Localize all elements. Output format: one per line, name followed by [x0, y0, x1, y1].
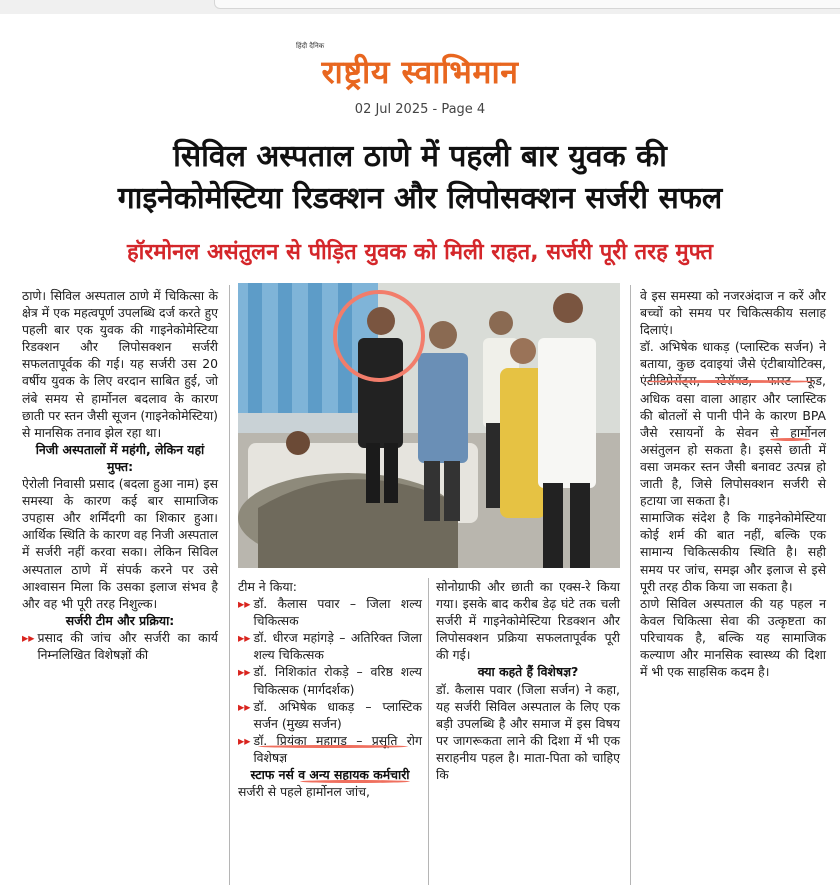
list-item: ▸▸ प्रसाद की जांच और सर्जरी का कार्य निम्नलिखित विशेषज्ञों की	[22, 629, 218, 662]
bullet-arrow-icon: ▸▸	[238, 596, 251, 612]
pre-surgery-paragraph: सर्जरी से पहले हार्मोनल जांच,	[238, 784, 370, 800]
section-heading-experts: क्या कहते हैं विशेषज्ञ?	[477, 664, 579, 680]
article-subheadline: हॉरमोनल असंतुलन से पीड़ित युवक को मिली राहत, सर्जरी पूरी तरह मुफ्त	[126, 240, 714, 265]
surgeon-quote-paragraph: डॉ. अभिषेक धाकड़ (प्लास्टिक सर्जन) ने बताया, कुछ दवाइयां जैसे एंटीबायोटिक्स, एंटीडिप्रेसेंट्स, स्टेरॉयड, फास्ट फूड, अधिक वसा वाला आहार और प्लास्टिक की बोतलों से पानी पीने के कारण BPA जैसे रसायनों के सेवन से हार्मोनल असंतुलन हो सकता है। इससे छाती में वसा जमकर स्तन जैसी बनावट उत्पन्न हो जाती है, जिसे लिपोसक्शन सर्जरी से हटाया जा सकता है।	[640, 339, 826, 509]
bullet-arrow-icon: ▸▸	[238, 630, 251, 646]
newspaper-masthead: राष्ट्रीय स्वाभिमान	[321, 53, 519, 91]
closing-paragraph: ठाणे सिविल अस्पताल की यह पहल न केवल चिकित्सा सेवा की उत्कृष्टता का परिचायक है, बल्कि यह सामाजिक कल्याण और मानसिक स्वास्थ्य की दिशा में भी एक साहसिक कदम है।	[640, 595, 826, 680]
masthead-tagline: हिंदी दैनिक	[296, 42, 325, 50]
highlight-circle	[333, 290, 425, 382]
article-column-4	[640, 287, 826, 680]
bullet-arrow-icon: ▸▸	[238, 732, 251, 748]
highlight-underline	[770, 438, 810, 441]
parents-advice-paragraph: वे इस समस्या को नजरअंदाज न करें और बच्चों को समय पर चिकित्सकीय सलाह दिलाएं।	[640, 288, 826, 338]
patient-background-paragraph: ऐरोली निवासी प्रसाद (बदला हुआ नाम) इस समस्या के कारण कई बार सामाजिक उपहास और शर्मिंदगी का शिकार हुआ। आर्थिक स्थिति के कारण वह निजी अस्पताल में सर्जरी नहीं करवा सका। लेकिन सिविल अस्पताल ठाणे में संपर्क करने पर उसे आश्वासन मिला कि उसका इलाज संभव है और वह भी पूरी तरह निशुल्क।	[22, 476, 218, 611]
article-column-3	[436, 578, 620, 783]
procedure-paragraph: सोनोग्राफी और छाती का एक्स-रे किया गया। इसके बाद करीब डेढ़ घंटे तक चली सर्जरी में गाइनेकोमेस्टिया रिडक्शन और लिपोसक्शन प्रक्रिया सफलतापूर्वक पूरी की गई।	[436, 579, 620, 663]
list-item: ▸▸ डॉ. प्रियंका महागड़ – प्रसूति रोग विशेषज्ञ	[238, 732, 422, 765]
bullet-arrow-icon: ▸▸	[22, 629, 35, 645]
column-divider	[428, 578, 429, 885]
article-column-1	[22, 287, 218, 663]
bullet-arrow-icon: ▸▸	[238, 664, 251, 680]
column-divider	[630, 285, 631, 885]
browser-tab-edge	[214, 0, 840, 9]
expert-quote-paragraph: डॉ. कैलास पवार (जिला सर्जन) ने कहा, यह सर्जरी सिविल अस्पताल के लिए एक बड़ी उपलब्धि है और समाज में इस विषय पर जागरूकता लाने की दिशा में भी एक सराहनीय पहल है। माता-पिता को चाहिए कि	[436, 681, 620, 783]
article-column-2	[238, 578, 422, 800]
headline-line-1: सिविल अस्पताल ठाणे में पहली बार युवक की	[173, 139, 667, 174]
dateline: 02 Jul 2025 - Page 4	[354, 102, 486, 117]
section-heading-staff: स्टाफ नर्स व अन्य सहायक कर्मचारी	[250, 767, 410, 783]
highlight-underline	[258, 745, 408, 748]
browser-top-strip	[0, 0, 840, 14]
list-item: ▸▸ डॉ. अभिषेक धाकड़ – प्लास्टिक सर्जन (मुख्य सर्जन)	[238, 698, 422, 731]
section-heading-surgery-team: सर्जरी टीम और प्रक्रिया:	[65, 612, 175, 628]
section-heading-private-hospitals: निजी अस्पतालों में महंगी, लेकिन यहां मुफ्त:	[35, 441, 205, 474]
article-headline	[20, 136, 820, 220]
list-item: ▸▸ डॉ. धीरज महांगड़े – अतिरिक्त जिला शल्य चिकित्सक	[238, 630, 422, 663]
list-item: ▸▸ डॉ. निशिकांत रोकड़े – वरिष्ठ शल्य चिकित्सक (मार्गदर्शक)	[238, 664, 422, 697]
highlight-underline	[300, 780, 410, 783]
headline-line-2: गाइनेकोमेस्टिया रिडक्शन और लिपोसक्शन सर्जरी सफल	[117, 181, 723, 216]
social-message-paragraph: सामाजिक संदेश है कि गाइनेकोमेस्टिया कोई शर्म की बात नहीं, बल्कि एक सामान्य चिकित्सकीय स्थिति है। सही समय पर जांच, समझ और इलाज से इसे पूरी तरह ठीक किया जा सकता है।	[640, 510, 826, 594]
team-lead-text: टीम ने किया:	[238, 579, 297, 594]
hospital-group-photo	[238, 283, 620, 568]
intro-paragraph: ठाणे। सिविल अस्पताल ठाणे में चिकित्सा के क्षेत्र में एक महत्वपूर्ण उपलब्धि दर्ज करते हुए पहली बार एक युवक की गाइनेकोमेस्टिया रिडक्शन और लिपोसक्शन सर्जरी सफलतापूर्वक की गई। यह सर्जरी उस 20 वर्षीय युवक के लिए वरदान साबित हुई, जो लंबे समय से हार्मोनल बदलाव के कारण छाती पर स्तन जैसी सूजन (गाइनेकोमेस्टिया) से मानसिक तनाव झेल रहा था।	[22, 288, 218, 440]
column-divider	[229, 285, 230, 885]
bullet-arrow-icon: ▸▸	[238, 698, 251, 714]
highlight-underline	[645, 380, 815, 383]
list-item: ▸▸ डॉ. कैलास पवार – जिला शल्य चिकित्सक	[238, 596, 422, 629]
article-photo	[238, 283, 620, 568]
